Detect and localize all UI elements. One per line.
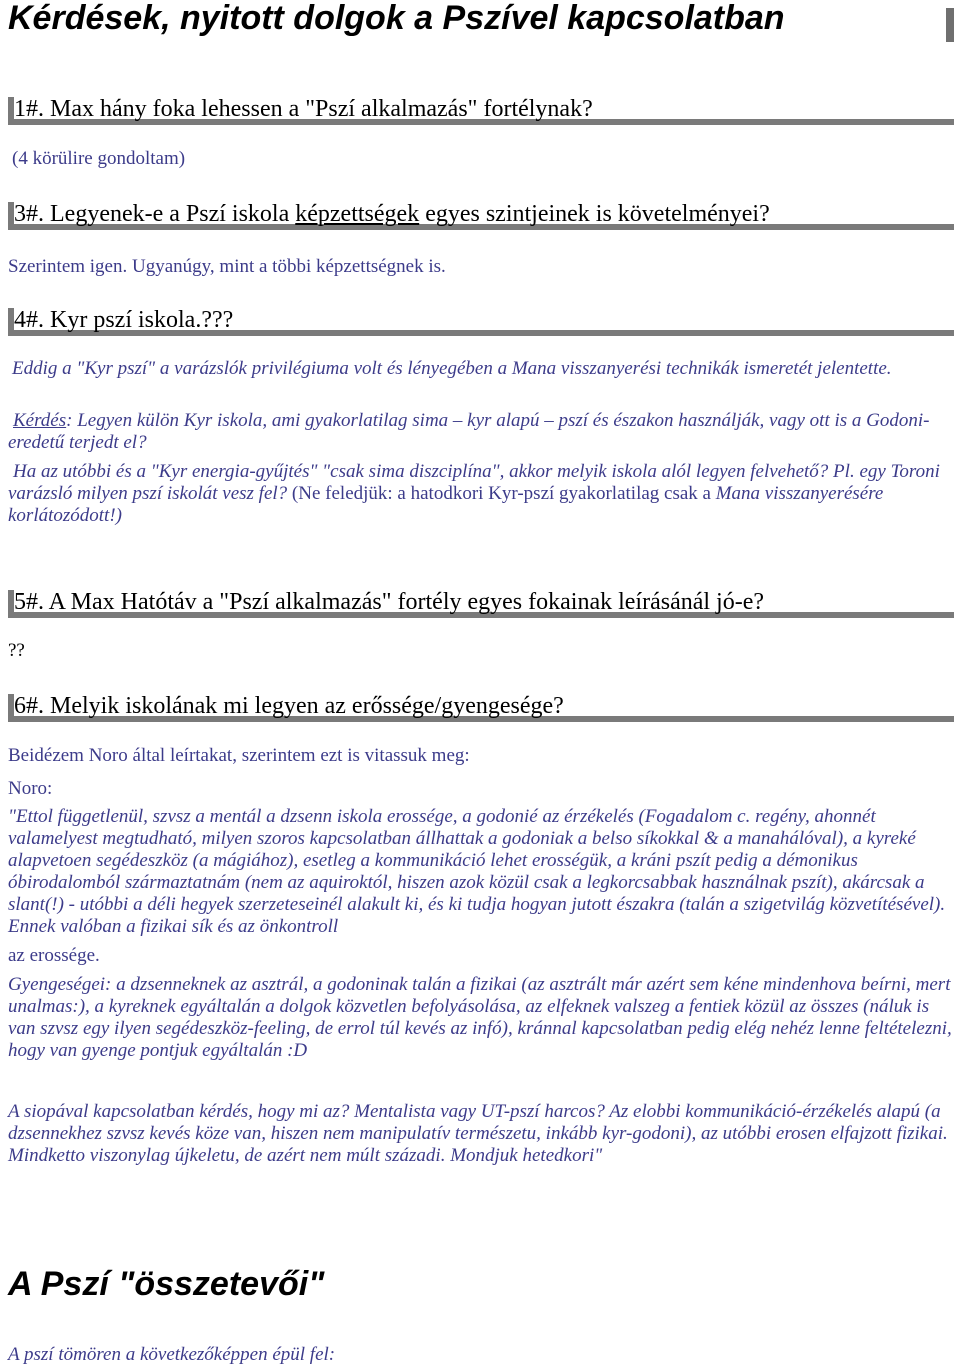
q1-heading: 1#. Max hány foka lehessen a "Pszí alkalmazás" fortélynak? (14, 96, 593, 122)
section-title: A Pszí "összetevői" (8, 1265, 325, 1303)
section-intro: A pszí tömören a következőképpen épül fel: (8, 1344, 336, 1365)
skills-link[interactable]: képzettségek (295, 201, 420, 227)
q6-quote-2: Gyengeségei: a dzsenneknek az asztrál, a godoninak talán a fizikai (az asztrált már azért sem kéne mindenhova beírni, mert unalmas:), a kyreknek egyáltalán a dolgok közvetlen befolyásolása, az elfeknek valszeg a fentiek közül az összes (náluk is van szvsz egy ilyen segédeszköz-feeling, de errol túl kevés az infó), kránnal kapcsolatban pedig elég nehéz lenne feltételezni, hogy van gyenge pontjuk egyáltalán :D (8, 974, 952, 1061)
q3-heading: 3#. Legyenek-e a Pszí iskola képzettségek egyes szintjeinek is követelményei? (14, 201, 770, 227)
q6-heading: 6#. Melyik iskolának mi legyen az erőssége/gyengesége? (14, 693, 564, 719)
q4-heading: 4#. Kyr pszí iskola.??? (14, 307, 234, 333)
q1-answer: (4 körülire gondoltam) (12, 148, 186, 169)
q5-tail: ?? (8, 640, 25, 661)
q6-quote-1: "Ettol függetlenül, szvsz a mentál a dzsenn iskola erossége, a godonié az érzékelés (Fogadalom c. regény, ahonnét valamelyest megtudható, milyen szoros kapcsolatban állhattak a godoniak a belso síkokkal & a manahálóval), a kyreké alapvetoen segédeszköz (a mágiához), esetleg a kommunikáció lehet erosségük, a kráni pszít pedig a démonikus óbirodalomból származtatnám (nem az aquiroktól, hiszen azok közül csak a legkorcsabbak használnak pszít), akárcsak a slant(!) - utóbbi a déli hegyek szerzeteseinél alakult ki, és ki tudja hogyan jutott északra (talán a szigetvilág közvetítésével). Ennek valóban a fizikai sík és az önkontroll (8, 806, 946, 937)
q4-paragraph-1: Eddig a "Kyr pszí" a varázslók privilégiuma volt és lényegében a Mana visszanyerési technikák ismeretét jelentette. (12, 358, 892, 379)
q4-paragraph-3: Ha az utóbbi és a "Kyr energia-gyűjtés" "csak sima diszciplína", akkor melyik iskola alól legyen felvehető? Pl. egy Toroni varázsló milyen pszí iskolát vesz fel? (Ne feledjük: a hatodkori Kyr-pszí gyakorlatilag csak a Mana visszanyerésére korlátozódott!) (8, 461, 940, 526)
q4-paragraph-2: Kérdés: Legyen külön Kyr iskola, ami gyakorlatilag sima – kyr alapú – pszí és északon használják, vagy ott is a Godoni-eredetű terjedt el? (8, 410, 930, 453)
q6-author: Noro: (8, 778, 53, 799)
q6-quote-1-tail: az erossége. (8, 945, 100, 966)
question-link[interactable]: Kérdés (13, 410, 67, 431)
q3-answer: Szerintem igen. Ugyanúgy, mint a többi képzettségnek is. (8, 256, 446, 277)
page-title: Kérdések, nyitott dolgok a Pszível kapcsolatban (8, 0, 785, 37)
q6-intro: Beidézem Noro által leírtakat, szerintem ezt is vitassuk meg: (8, 745, 470, 766)
q6-quote-3: A siopával kapcsolatban kérdés, hogy mi az? Mentalista vagy UT-pszí harcos? Az elobbi kommunikáció-érzékelés alapú (a dzsennekhez szvsz kevés köze van, hiszen nem manipulatív természetu, inkább kyr-godoni), az utóbbi erosen elfajzott fizikai. Mindketto viszonylag újkeletu, de azért nem múlt századi. Mondjuk hetedkori" (8, 1101, 948, 1166)
title-bar-decoration (946, 8, 954, 42)
q5-heading: 5#. A Max Hatótáv a "Pszí alkalmazás" fortély egyes fokainak leírásánál jó-e? (14, 589, 764, 615)
